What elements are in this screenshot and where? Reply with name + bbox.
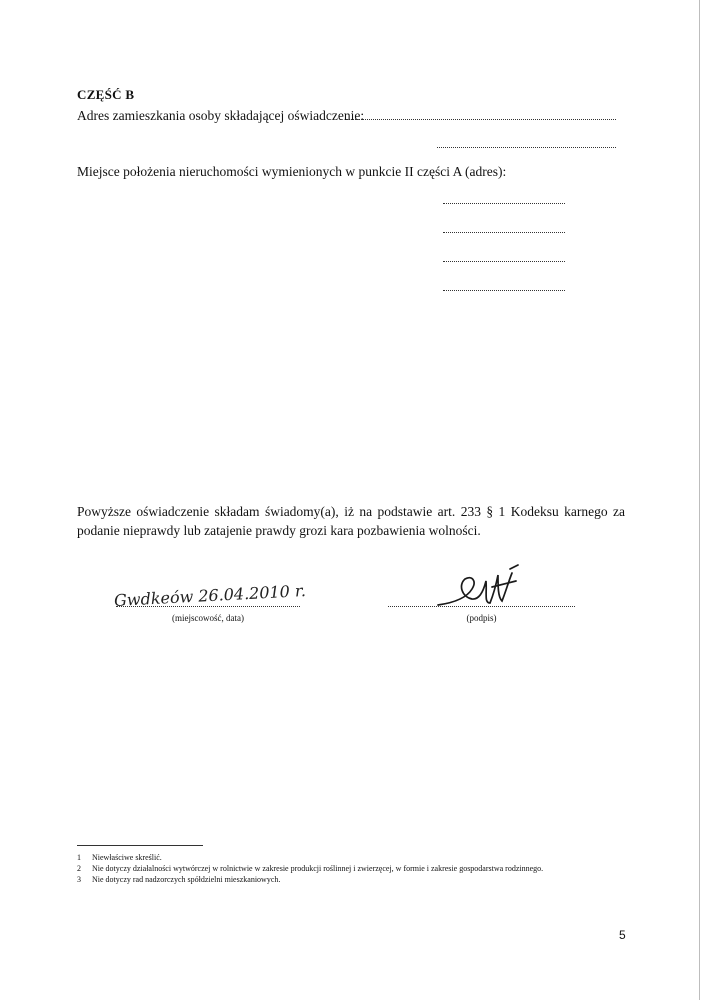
address-line-2 bbox=[437, 147, 616, 148]
property-line-4 bbox=[443, 290, 565, 291]
footnote-1 bbox=[77, 853, 162, 862]
section-title: CZĘŚĆ B bbox=[77, 87, 135, 102]
footnote-text: Nie dotyczy działalności wytwórczej w rolnictwie w zakresie produkcji roślinnej i zwierzęcej, w formie i zakresie gospodarstwa rodzinnego. bbox=[92, 864, 544, 873]
footnote-3 bbox=[77, 875, 280, 884]
scan-edge-line bbox=[699, 0, 700, 1000]
address-label: Adres zamieszkania osoby składającej oświadczenie: bbox=[77, 108, 365, 123]
signature-caption: (podpis) bbox=[466, 613, 497, 623]
footnote-text: Niewłaściwe skreślić. bbox=[92, 853, 162, 862]
footnote-text: Nie dotyczy rad nadzorczych spółdzielni mieszkaniowych. bbox=[92, 875, 281, 884]
place-date-line bbox=[116, 606, 300, 607]
footnote-number: 1 bbox=[77, 853, 81, 862]
footnote-number: 3 bbox=[77, 875, 81, 884]
page-number: 5 bbox=[619, 928, 626, 942]
property-label: Miejsce położenia nieruchomości wymienionych w punkcie II części A (adres): bbox=[77, 164, 507, 179]
footnote-rule bbox=[77, 845, 203, 846]
footnote-number: 2 bbox=[77, 864, 81, 873]
property-line-3 bbox=[443, 261, 565, 262]
footnote-2 bbox=[77, 864, 543, 873]
place-date-caption: (miejscowość, data) bbox=[172, 613, 244, 623]
signature-line bbox=[388, 606, 575, 607]
property-line-2 bbox=[443, 232, 565, 233]
handwritten-place-date: Gwdkeów 26.04.2010 r. bbox=[113, 580, 307, 611]
property-line-1 bbox=[443, 203, 565, 204]
declaration-text: Powyższe oświadczenie składam świadomy(a), iż na podstawie art. 233 § 1 Kodeksu karnego za podanie nieprawdy lub zatajenie prawdy grozi kara pozbawienia wolności. bbox=[77, 504, 625, 538]
address-line-1 bbox=[346, 119, 616, 120]
